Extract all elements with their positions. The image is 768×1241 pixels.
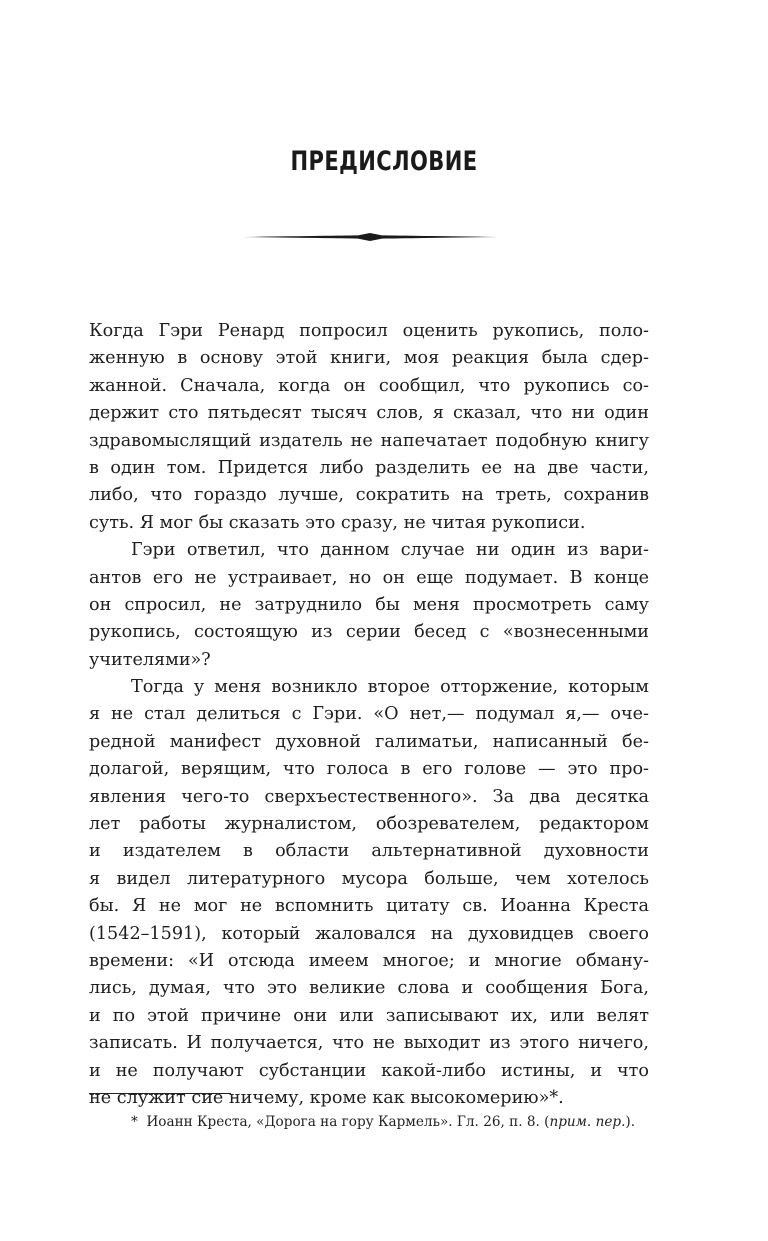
text-line: антов его не устраивает, но он еще подумает. В конце xyxy=(89,567,649,588)
text-line: не служит сие ничему, кроме как высокомерию»*. xyxy=(89,1087,564,1108)
text-line: лись, думая, что это великие слова и сообщения Бога, xyxy=(89,978,649,999)
text-line: я видел литературного мусора больше, чем хотелось xyxy=(89,868,649,889)
text-line: здравомыслящий издатель не напечатает подобную книгу xyxy=(89,430,649,451)
title-ornament-divider xyxy=(240,230,500,244)
text-line: в один том. Придется либо разделить ее на две части, xyxy=(89,457,649,478)
text-line: держит сто пятьдесят тысяч слов, я сказал, что ни один xyxy=(89,403,649,424)
text-line: лет работы журналистом, обозревателем, редактором xyxy=(89,814,649,835)
chapter-title: ПРЕДИСЛОВИЕ xyxy=(290,146,478,177)
text-line: и издателем в области альтернативной духовности xyxy=(89,841,649,862)
text-line: долагой, верящим, что голоса в его голове — это про- xyxy=(89,759,649,780)
text-line: он спросил, не затруднило бы меня просмотреть саму xyxy=(89,594,649,615)
footnote-text: Иоанн Креста, «Дорога на гору Кармель». Гл. 26, п. 8. ( xyxy=(146,1114,550,1130)
text-line: явления чего-то сверхъестественного». За два десятка xyxy=(89,786,649,807)
text-line: бы. Я не мог не вспомнить цитату св. Иоанна Креста xyxy=(89,896,649,917)
text-line: Гэри ответил, что данном случае ни один из вари- xyxy=(131,540,649,561)
footnote xyxy=(131,1114,651,1130)
text-line: учителями»? xyxy=(89,649,211,670)
text-line: я не стал делиться с Гэри. «О нет,— подумал я,— оче- xyxy=(89,704,649,725)
text-line: времени: «И отсюда имеем многое; и многие обману- xyxy=(89,950,649,971)
text-line: и по этой причине они или записывают их, или велят xyxy=(89,1005,649,1026)
body-text xyxy=(89,318,649,1112)
text-line: записать. И получается, что не выходит из этого ничего, xyxy=(89,1033,649,1054)
text-line: рукопись, состоящую из серии бесед с «вознесенными xyxy=(89,622,649,643)
text-line: редной манифест духовной галиматьи, написанный бе- xyxy=(89,731,649,752)
footnote-closing: ). xyxy=(625,1114,636,1130)
footnote-divider xyxy=(89,1093,231,1094)
text-line: женную в основу этой книги, моя реакция была сдер- xyxy=(89,348,649,369)
text-line: Тогда у меня возникло второе отторжение, которым xyxy=(131,677,649,698)
footnote-italic-note: прим. пер. xyxy=(549,1114,626,1130)
footnote-marker: * xyxy=(131,1114,138,1130)
text-line: (1542–1591), который жаловался на духовидцев своего xyxy=(89,923,649,944)
text-line: Когда Гэри Ренард попросил оценить рукопись, поло- xyxy=(89,321,649,341)
text-line: либо, что гораздо лучше, сократить на треть, сохранив xyxy=(89,485,649,506)
text-line: жанной. Сначала, когда он сообщил, что рукопись со- xyxy=(89,375,649,396)
text-line: суть. Я мог бы сказать это сразу, не читая рукописи. xyxy=(89,512,586,533)
text-line: и не получают субстанции какой-либо истины, и что xyxy=(89,1060,649,1081)
